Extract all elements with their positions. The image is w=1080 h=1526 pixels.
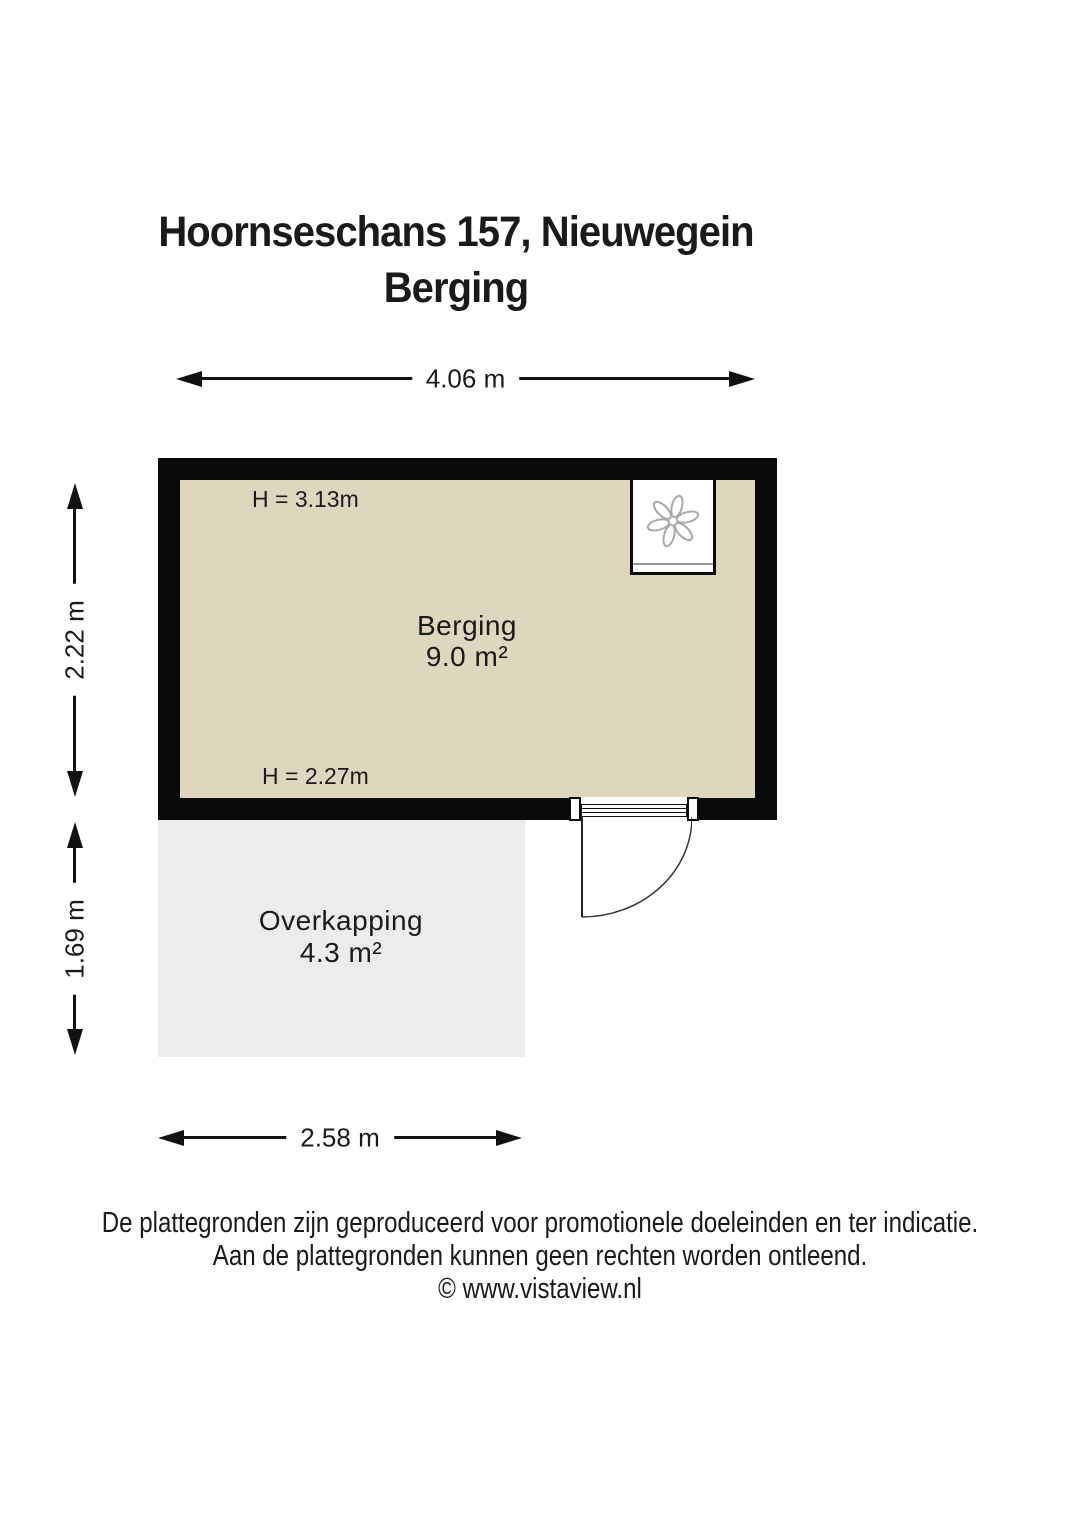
room-overkapping-name: Overkapping — [258, 905, 424, 936]
page-title — [140, 204, 772, 316]
dimension-left-lower-label: 1.69 m — [58, 883, 93, 995]
dimension-left-upper-label: 2.22 m — [58, 584, 93, 696]
footer-line-2: Aan de plattegronden kunnen geen rechten worden ontleend. — [212, 1240, 868, 1272]
arrowhead-down-icon — [67, 771, 83, 797]
arrowhead-up-icon — [67, 822, 83, 848]
arrowhead-left-icon — [158, 1130, 184, 1146]
room-overkapping-label — [259, 905, 423, 969]
room-overkapping-area: 4.3 m² — [299, 937, 383, 968]
page-title-room: Berging — [383, 264, 529, 312]
ceiling-height-top-label: H = 3.13m — [252, 486, 359, 512]
footer-copyright: © www.vistaview.nl — [438, 1273, 642, 1305]
room-berging-label — [417, 610, 517, 672]
arrowhead-right-icon — [729, 371, 755, 387]
arrowhead-right-icon — [496, 1130, 522, 1146]
ventilation-box — [630, 480, 716, 575]
ceiling-height-bottom-label: H = 2.27m — [262, 763, 369, 789]
arrowhead-left-icon — [176, 371, 202, 387]
room-berging-name: Berging — [416, 610, 518, 641]
fan-icon — [646, 494, 700, 548]
dimension-bottom — [158, 1124, 522, 1152]
ventilation-box-divider — [633, 563, 713, 565]
door-sill-line — [582, 808, 686, 809]
footer-disclaimer — [0, 1207, 1080, 1306]
door-jamb-left — [569, 797, 581, 821]
footer-line-1: De plattegronden zijn geproduceerd voor promotionele doeleinden en ter indicatie. — [101, 1207, 979, 1239]
door-sill-line — [582, 812, 686, 813]
arrowhead-down-icon — [67, 1029, 83, 1055]
dimension-top — [176, 365, 755, 393]
dimension-top-label: 4.06 m — [412, 362, 520, 397]
dimension-bottom-label: 2.58 m — [286, 1121, 394, 1156]
door-swing-arc — [582, 817, 692, 918]
dimension-left-upper — [61, 483, 89, 797]
room-berging-area: 9.0 m² — [425, 641, 509, 672]
dimension-left-lower — [61, 822, 89, 1055]
arrowhead-up-icon — [67, 483, 83, 509]
page-title-address: Hoornseschans 157, Nieuwegein — [158, 208, 754, 256]
door-threshold — [581, 804, 687, 817]
